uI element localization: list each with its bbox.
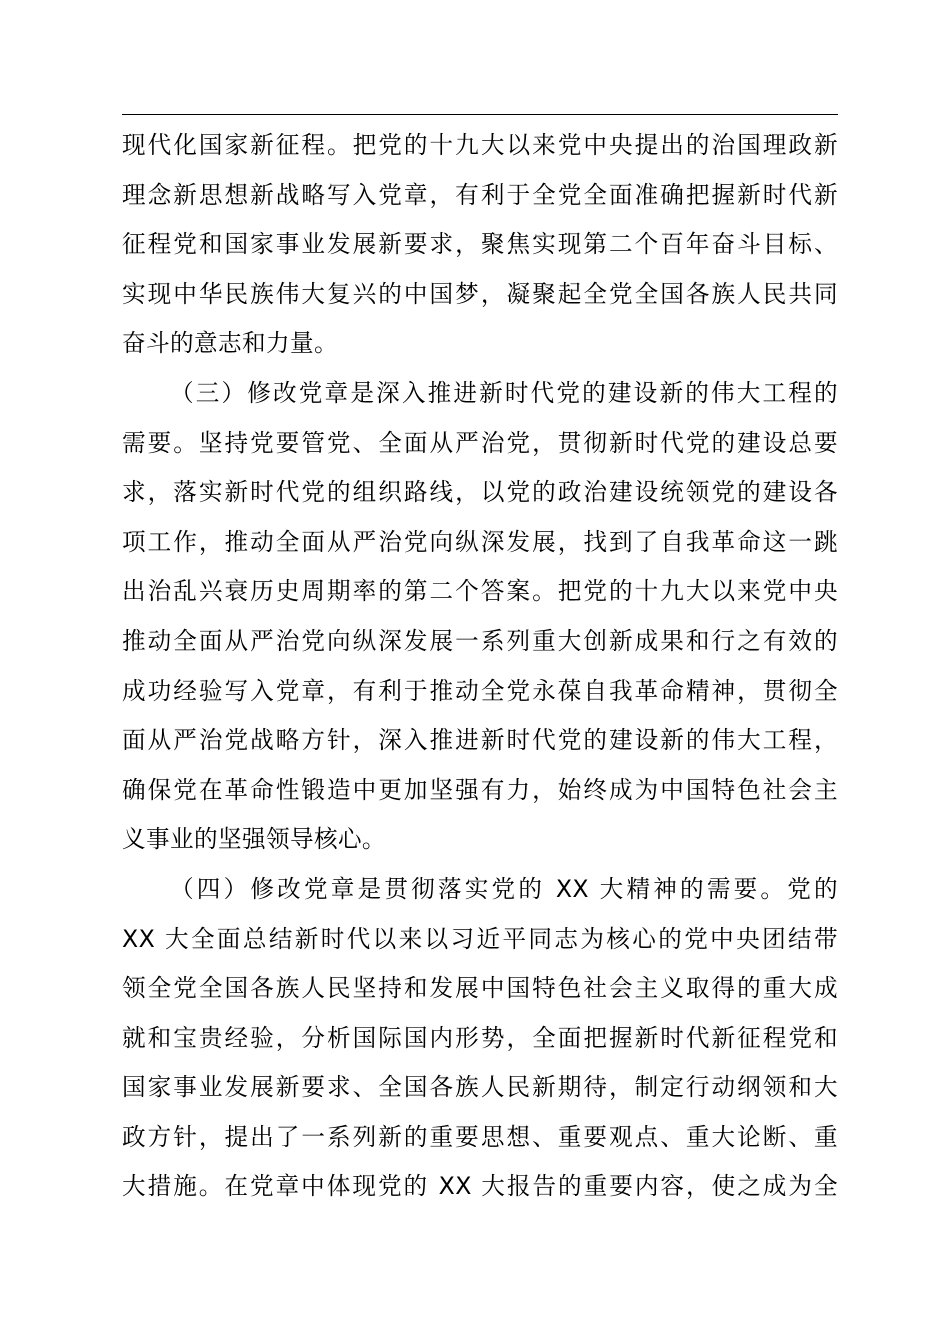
text-line: 大措施。在党章中体现党的 XX 大报告的重要内容，使之成为全 [122,1172,838,1201]
text-line: 面从严治党战略方针，深入推进新时代党的建设新的伟大工程， [122,726,838,755]
text-line: 国家事业发展新要求、全国各族人民新期待，制定行动纲领和大 [122,1073,838,1102]
text-line: 义事业的坚强领导核心。 [122,825,386,854]
text-line: 就和宝贵经验，分析国际国内形势，全面把握新时代新征程党和 [122,1023,838,1052]
text-line-heading: （四）修改党章是贯彻落实党的 XX 大精神的需要。党的 [170,874,838,903]
text-line: XX 大全面总结新时代以来以习近平同志为核心的党中央团结带 [122,924,838,953]
text-line: 征程党和国家事业发展新要求，聚焦实现第二个百年奋斗目标、 [122,230,838,259]
text-line: 现代化国家新征程。把党的十九大以来党中央提出的治国理政新 [122,131,838,159]
text-line: 项工作，推动全面从严治党向纵深发展，找到了自我革命这一跳 [122,527,838,556]
text-line: 奋斗的意志和力量。 [122,329,338,358]
text-line: 理念新思想新战略写入党章，有利于全党全面准确把握新时代新 [122,180,838,209]
text-line: 推动全面从严治党向纵深发展一系列重大创新成果和行之有效的 [122,626,838,655]
paragraph-continuation [122,121,838,369]
text-line: 政方针，提出了一系列新的重要思想、重要观点、重大论断、重 [122,1122,838,1151]
text-line: 出治乱兴衰历史周期率的第二个答案。把党的十九大以来党中央 [122,577,838,606]
paragraph-four [122,865,838,1212]
document-body [122,121,838,1212]
header-rule [122,114,838,115]
text-line: 成功经验写入党章，有利于推动全党永葆自我革命精神，贯彻全 [122,676,838,705]
text-line: 实现中华民族伟大复兴的中国梦，凝聚起全党全国各族人民共同 [122,279,838,308]
text-line-heading: （三）修改党章是深入推进新时代党的建设新的伟大工程的 [170,378,838,407]
text-line: 确保党在革命性锻造中更加坚强有力，始终成为中国特色社会主 [122,775,838,804]
text-line: 需要。坚持党要管党、全面从严治党，贯彻新时代党的建设总要 [122,428,838,457]
paragraph-three [122,369,838,865]
text-line: 领全党全国各族人民坚持和发展中国特色社会主义取得的重大成 [122,974,838,1003]
text-line: 求，落实新时代党的组织路线，以党的政治建设统领党的建设各 [122,478,838,507]
